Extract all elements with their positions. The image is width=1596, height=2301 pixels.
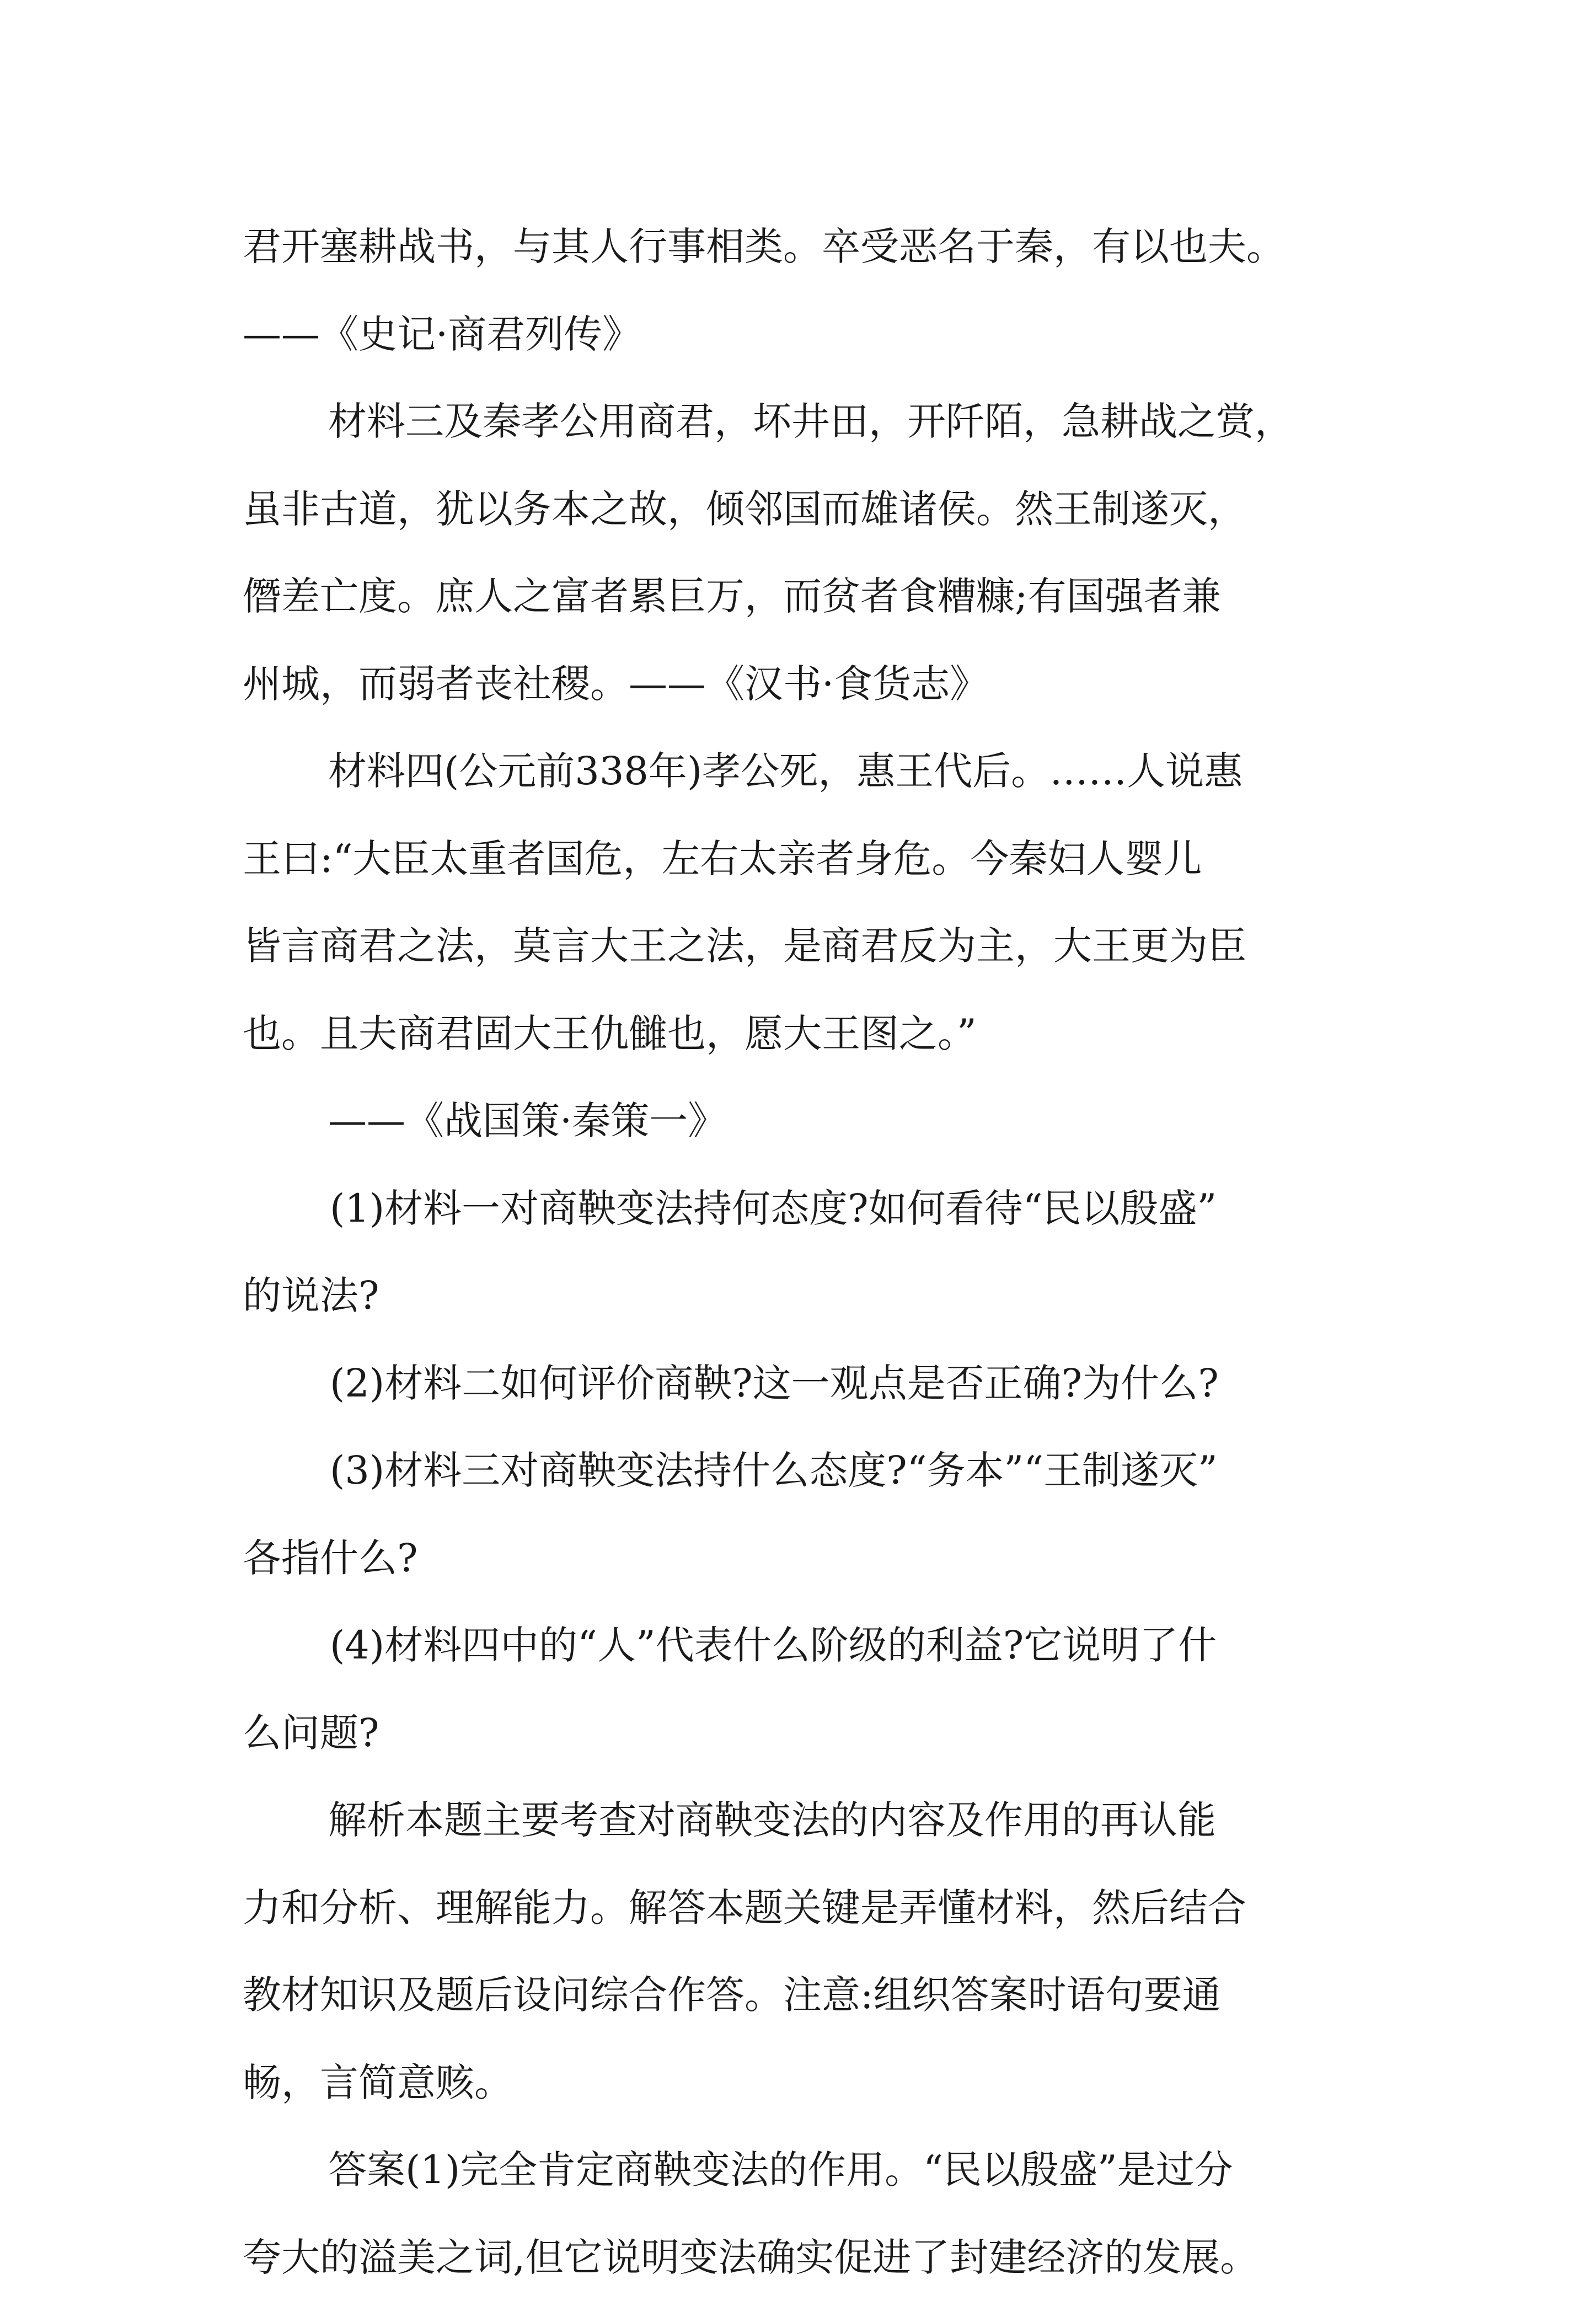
answer-line: 答案(1)完全肯定商鞅变法的作用。“民以殷盛”是过分 [243, 2126, 1368, 2214]
question-line: (2)材料二如何评价商鞅?这一观点是否正确?为什么? [243, 1340, 1368, 1427]
question-line: 的说法? [243, 1252, 1368, 1340]
analysis-line: 力和分析、理解能力。解答本题关键是弄懂材料，然后结合 [243, 1864, 1368, 1952]
question-line: 么问题? [243, 1689, 1368, 1777]
document-body [243, 203, 1368, 2301]
analysis-line: 解析本题主要考查对商鞅变法的内容及作用的再认能 [243, 1776, 1368, 1864]
source-citation: ——《战国策·秦策一》 [243, 1077, 1368, 1165]
analysis-line: 教材知识及题后设问综合作答。注意:组织答案时语句要通 [243, 1951, 1368, 2039]
question-line: 各指什么? [243, 1515, 1368, 1602]
source-citation: ——《史记·商君列传》 [243, 291, 1368, 378]
analysis-line: 畅，言简意赅。 [243, 2039, 1368, 2127]
text-line: 材料三及秦孝公用商君，坏井田，开阡陌，急耕战之赏， [243, 378, 1368, 465]
text-line: 州城，而弱者丧社稷。——《汉书·食货志》 [243, 640, 1368, 728]
text-line: 也。且夫商君固大王仇雠也，愿大王图之。” [243, 990, 1368, 1078]
question-line: (1)材料一对商鞅变法持何态度?如何看待“民以殷盛” [243, 1165, 1368, 1253]
text-line: 僭差亡度。庶人之富者累巨万，而贫者食糟糠;有国强者兼 [243, 553, 1368, 640]
text-line: 虽非古道，犹以务本之故，倾邻国而雄诸侯。然王制遂灭， [243, 465, 1368, 553]
answer-line: 夸大的溢美之词,但它说明变法确实促进了封建经济的发展。 [243, 2214, 1368, 2301]
question-line: (3)材料三对商鞅变法持什么态度?“务本”“王制遂灭” [243, 1427, 1368, 1515]
text-line: 君开塞耕战书，与其人行事相类。卒受恶名于秦，有以也夫。 [243, 203, 1368, 291]
text-line: 皆言商君之法，莫言大王之法，是商君反为主，大王更为臣 [243, 902, 1368, 990]
question-line: (4)材料四中的“人”代表什么阶级的利益?它说明了什 [243, 1602, 1368, 1689]
text-line: 材料四(公元前338年)孝公死，惠王代后。……人说惠 [243, 727, 1368, 815]
text-line: 王曰:“大臣太重者国危，左右太亲者身危。今秦妇人婴儿 [243, 815, 1368, 903]
